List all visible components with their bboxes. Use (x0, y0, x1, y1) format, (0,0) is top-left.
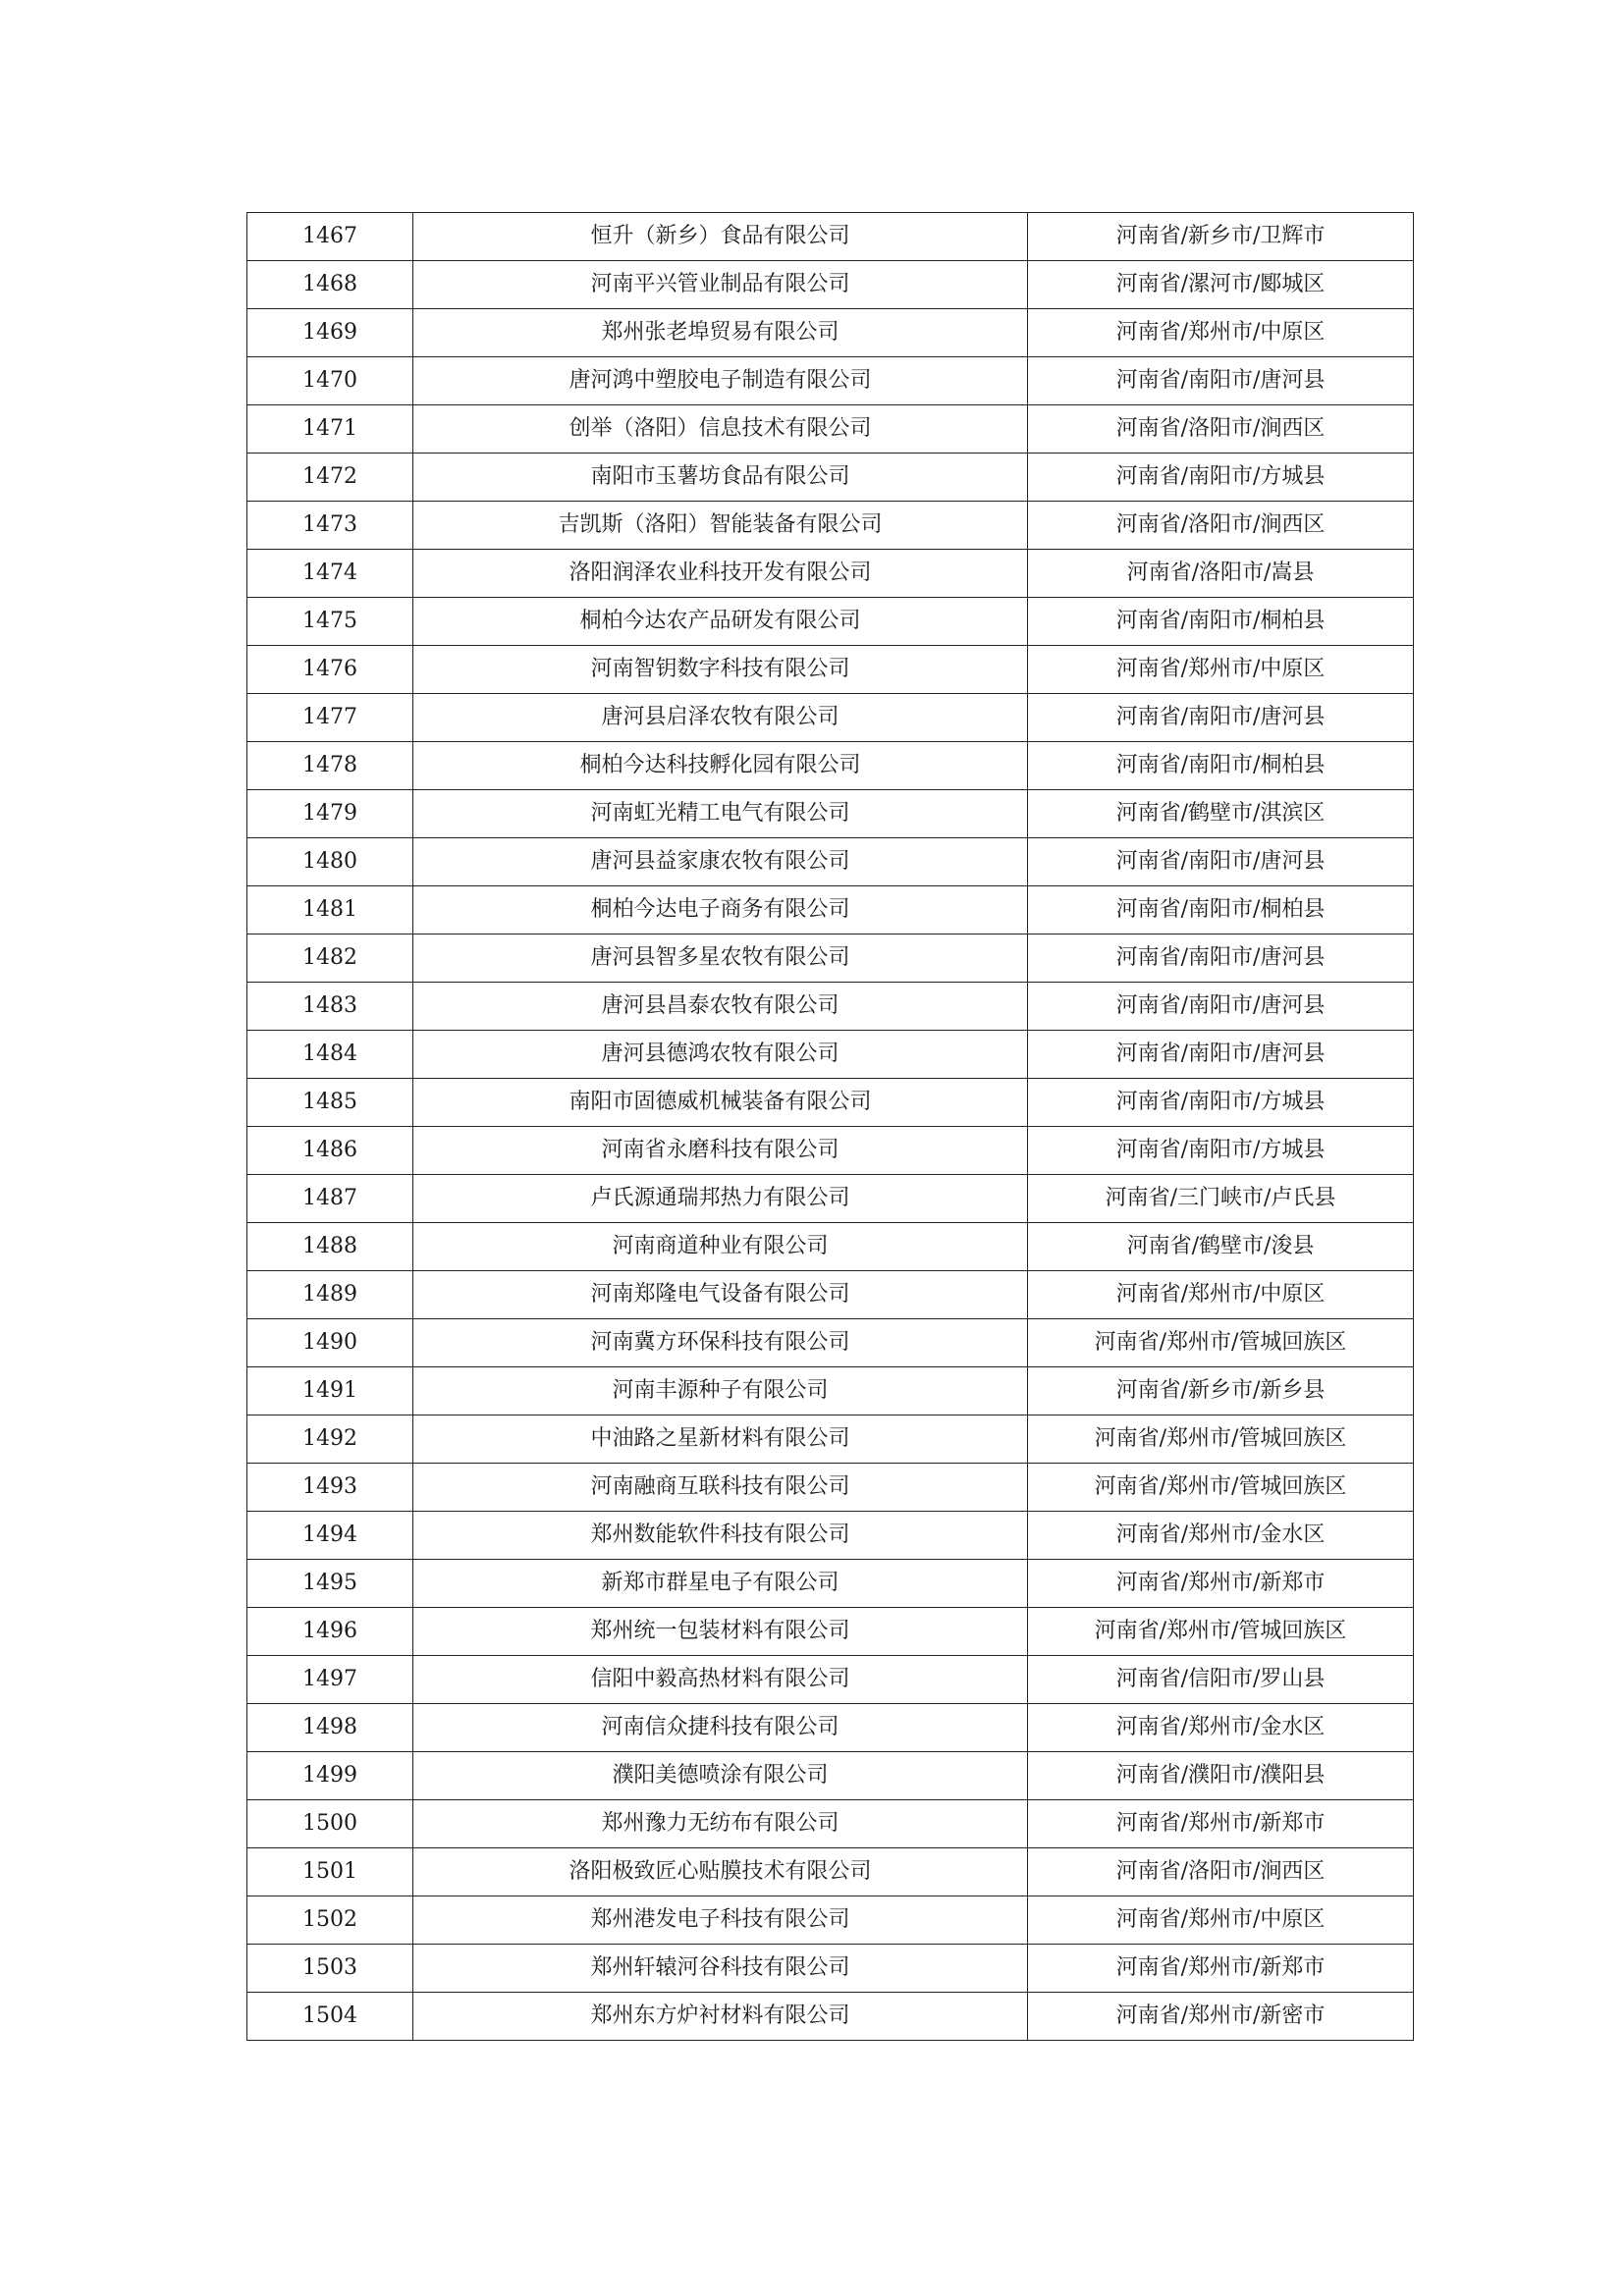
row-number-cell: 1475 (247, 598, 413, 646)
row-number-cell: 1478 (247, 742, 413, 790)
row-number-cell: 1503 (247, 1945, 413, 1993)
company-name-cell: 河南丰源种子有限公司 (413, 1367, 1028, 1415)
row-number-cell: 1484 (247, 1031, 413, 1079)
company-name-cell: 唐河县昌泰农牧有限公司 (413, 983, 1028, 1031)
table-row (247, 1656, 1414, 1704)
table-row (247, 454, 1414, 502)
table-row (247, 838, 1414, 886)
region-cell: 河南省/新乡市/新乡县 (1028, 1367, 1414, 1415)
company-name-cell: 创举（洛阳）信息技术有限公司 (413, 405, 1028, 454)
row-number-cell: 1499 (247, 1752, 413, 1800)
company-name-cell: 河南信众捷科技有限公司 (413, 1704, 1028, 1752)
region-cell: 河南省/郑州市/管城回族区 (1028, 1319, 1414, 1367)
table-row (247, 742, 1414, 790)
region-cell: 河南省/郑州市/新郑市 (1028, 1560, 1414, 1608)
company-name-cell: 河南平兴管业制品有限公司 (413, 261, 1028, 309)
company-name-cell: 河南虹光精工电气有限公司 (413, 790, 1028, 838)
company-name-cell: 郑州轩辕河谷科技有限公司 (413, 1945, 1028, 1993)
table-body (247, 213, 1414, 2041)
row-number-cell: 1474 (247, 550, 413, 598)
company-name-cell: 洛阳润泽农业科技开发有限公司 (413, 550, 1028, 598)
company-name-cell: 河南省永磨科技有限公司 (413, 1127, 1028, 1175)
row-number-cell: 1496 (247, 1608, 413, 1656)
company-name-cell: 河南冀方环保科技有限公司 (413, 1319, 1028, 1367)
row-number-cell: 1492 (247, 1415, 413, 1464)
row-number-cell: 1490 (247, 1319, 413, 1367)
row-number-cell: 1501 (247, 1848, 413, 1896)
company-name-cell: 吉凯斯（洛阳）智能装备有限公司 (413, 502, 1028, 550)
row-number-cell: 1486 (247, 1127, 413, 1175)
company-name-cell: 河南商道种业有限公司 (413, 1223, 1028, 1271)
row-number-cell: 1498 (247, 1704, 413, 1752)
company-name-cell: 郑州港发电子科技有限公司 (413, 1896, 1028, 1945)
region-cell: 河南省/郑州市/中原区 (1028, 309, 1414, 357)
region-cell: 河南省/南阳市/桐柏县 (1028, 886, 1414, 934)
table-row (247, 790, 1414, 838)
company-name-cell: 濮阳美德喷涂有限公司 (413, 1752, 1028, 1800)
region-cell: 河南省/南阳市/桐柏县 (1028, 598, 1414, 646)
row-number-cell: 1488 (247, 1223, 413, 1271)
company-name-cell: 恒升（新乡）食品有限公司 (413, 213, 1028, 261)
company-name-cell: 新郑市群星电子有限公司 (413, 1560, 1028, 1608)
region-cell: 河南省/南阳市/唐河县 (1028, 934, 1414, 983)
row-number-cell: 1469 (247, 309, 413, 357)
region-cell: 河南省/南阳市/唐河县 (1028, 983, 1414, 1031)
row-number-cell: 1481 (247, 886, 413, 934)
company-name-cell: 唐河鸿中塑胶电子制造有限公司 (413, 357, 1028, 405)
row-number-cell: 1504 (247, 1993, 413, 2041)
region-cell: 河南省/郑州市/管城回族区 (1028, 1608, 1414, 1656)
region-cell: 河南省/濮阳市/濮阳县 (1028, 1752, 1414, 1800)
row-number-cell: 1476 (247, 646, 413, 694)
region-cell: 河南省/郑州市/中原区 (1028, 1271, 1414, 1319)
region-cell: 河南省/南阳市/唐河县 (1028, 838, 1414, 886)
company-name-cell: 南阳市玉薯坊食品有限公司 (413, 454, 1028, 502)
row-number-cell: 1500 (247, 1800, 413, 1848)
row-number-cell: 1497 (247, 1656, 413, 1704)
row-number-cell: 1472 (247, 454, 413, 502)
row-number-cell: 1489 (247, 1271, 413, 1319)
company-name-cell: 郑州豫力无纺布有限公司 (413, 1800, 1028, 1848)
table-row (247, 1464, 1414, 1512)
table-row (247, 1800, 1414, 1848)
company-name-cell: 洛阳极致匠心贴膜技术有限公司 (413, 1848, 1028, 1896)
table-row (247, 1848, 1414, 1896)
company-name-cell: 河南智钥数字科技有限公司 (413, 646, 1028, 694)
table-row (247, 357, 1414, 405)
company-name-cell: 信阳中毅高热材料有限公司 (413, 1656, 1028, 1704)
table-row (247, 1945, 1414, 1993)
company-name-cell: 郑州数能软件科技有限公司 (413, 1512, 1028, 1560)
row-number-cell: 1467 (247, 213, 413, 261)
region-cell: 河南省/南阳市/方城县 (1028, 454, 1414, 502)
company-name-cell: 南阳市固德威机械装备有限公司 (413, 1079, 1028, 1127)
region-cell: 河南省/南阳市/桐柏县 (1028, 742, 1414, 790)
company-name-cell: 唐河县启泽农牧有限公司 (413, 694, 1028, 742)
company-name-cell: 桐柏今达科技孵化园有限公司 (413, 742, 1028, 790)
table-row (247, 502, 1414, 550)
table-row (247, 1512, 1414, 1560)
table-row (247, 1367, 1414, 1415)
region-cell: 河南省/郑州市/新密市 (1028, 1993, 1414, 2041)
region-cell: 河南省/南阳市/唐河县 (1028, 1031, 1414, 1079)
table-row (247, 1175, 1414, 1223)
region-cell: 河南省/南阳市/方城县 (1028, 1079, 1414, 1127)
table-row (247, 1608, 1414, 1656)
company-name-cell: 郑州张老埠贸易有限公司 (413, 309, 1028, 357)
region-cell: 河南省/新乡市/卫辉市 (1028, 213, 1414, 261)
region-cell: 河南省/三门峡市/卢氏县 (1028, 1175, 1414, 1223)
region-cell: 河南省/南阳市/唐河县 (1028, 357, 1414, 405)
row-number-cell: 1482 (247, 934, 413, 983)
table-row (247, 1223, 1414, 1271)
region-cell: 河南省/郑州市/新郑市 (1028, 1945, 1414, 1993)
row-number-cell: 1487 (247, 1175, 413, 1223)
row-number-cell: 1470 (247, 357, 413, 405)
table-row (247, 1704, 1414, 1752)
row-number-cell: 1495 (247, 1560, 413, 1608)
table-row (247, 1560, 1414, 1608)
table-row (247, 309, 1414, 357)
table-row (247, 934, 1414, 983)
region-cell: 河南省/郑州市/管城回族区 (1028, 1415, 1414, 1464)
region-cell: 河南省/洛阳市/涧西区 (1028, 502, 1414, 550)
row-number-cell: 1480 (247, 838, 413, 886)
table-row (247, 1896, 1414, 1945)
region-cell: 河南省/郑州市/金水区 (1028, 1512, 1414, 1560)
table-row (247, 1271, 1414, 1319)
row-number-cell: 1477 (247, 694, 413, 742)
company-name-cell: 唐河县德鸿农牧有限公司 (413, 1031, 1028, 1079)
region-cell: 河南省/鹤壁市/浚县 (1028, 1223, 1414, 1271)
region-cell: 河南省/郑州市/中原区 (1028, 646, 1414, 694)
company-table (246, 212, 1414, 2041)
table-row (247, 1415, 1414, 1464)
row-number-cell: 1502 (247, 1896, 413, 1945)
region-cell: 河南省/鹤壁市/淇滨区 (1028, 790, 1414, 838)
table-row (247, 598, 1414, 646)
region-cell: 河南省/郑州市/管城回族区 (1028, 1464, 1414, 1512)
table-row (247, 550, 1414, 598)
table-row (247, 1031, 1414, 1079)
row-number-cell: 1494 (247, 1512, 413, 1560)
table-row (247, 646, 1414, 694)
row-number-cell: 1485 (247, 1079, 413, 1127)
table-row (247, 405, 1414, 454)
table-row (247, 983, 1414, 1031)
company-name-cell: 桐柏今达农产品研发有限公司 (413, 598, 1028, 646)
company-name-cell: 郑州东方炉衬材料有限公司 (413, 1993, 1028, 2041)
table-row (247, 1993, 1414, 2041)
table-row (247, 213, 1414, 261)
row-number-cell: 1473 (247, 502, 413, 550)
row-number-cell: 1471 (247, 405, 413, 454)
table-row (247, 694, 1414, 742)
table-row (247, 1319, 1414, 1367)
company-name-cell: 河南融商互联科技有限公司 (413, 1464, 1028, 1512)
row-number-cell: 1479 (247, 790, 413, 838)
row-number-cell: 1493 (247, 1464, 413, 1512)
region-cell: 河南省/洛阳市/嵩县 (1028, 550, 1414, 598)
table-row (247, 1752, 1414, 1800)
region-cell: 河南省/信阳市/罗山县 (1028, 1656, 1414, 1704)
region-cell: 河南省/南阳市/唐河县 (1028, 694, 1414, 742)
table-row (247, 261, 1414, 309)
company-name-cell: 卢氏源通瑞邦热力有限公司 (413, 1175, 1028, 1223)
row-number-cell: 1468 (247, 261, 413, 309)
region-cell: 河南省/洛阳市/涧西区 (1028, 405, 1414, 454)
table-row (247, 1079, 1414, 1127)
row-number-cell: 1491 (247, 1367, 413, 1415)
region-cell: 河南省/漯河市/郾城区 (1028, 261, 1414, 309)
region-cell: 河南省/郑州市/中原区 (1028, 1896, 1414, 1945)
region-cell: 河南省/郑州市/金水区 (1028, 1704, 1414, 1752)
company-name-cell: 郑州统一包装材料有限公司 (413, 1608, 1028, 1656)
table-row (247, 1127, 1414, 1175)
row-number-cell: 1483 (247, 983, 413, 1031)
region-cell: 河南省/郑州市/新郑市 (1028, 1800, 1414, 1848)
company-name-cell: 唐河县智多星农牧有限公司 (413, 934, 1028, 983)
region-cell: 河南省/洛阳市/涧西区 (1028, 1848, 1414, 1896)
company-name-cell: 桐柏今达电子商务有限公司 (413, 886, 1028, 934)
company-name-cell: 河南郑隆电气设备有限公司 (413, 1271, 1028, 1319)
company-name-cell: 中油路之星新材料有限公司 (413, 1415, 1028, 1464)
region-cell: 河南省/南阳市/方城县 (1028, 1127, 1414, 1175)
table-row (247, 886, 1414, 934)
company-name-cell: 唐河县益家康农牧有限公司 (413, 838, 1028, 886)
